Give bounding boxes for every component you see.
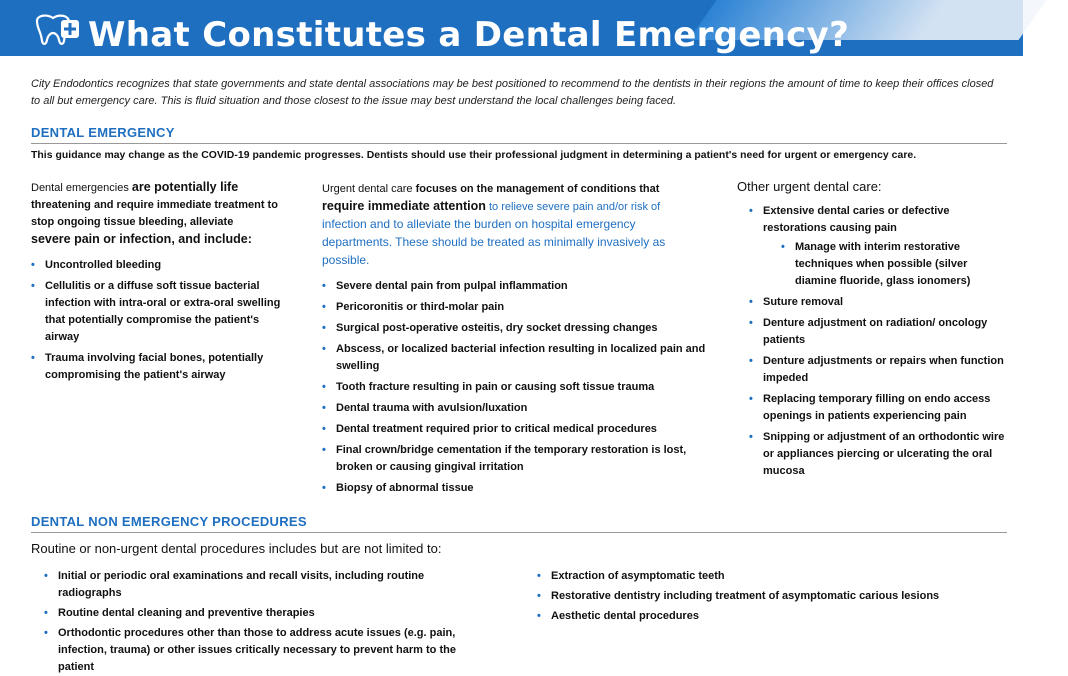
list-item: • Tooth fracture resulting in pain or causing soft tissue trauma — [322, 379, 707, 396]
list-item: • Replacing temporary filling on endo access openings in patients experiencing pain — [749, 391, 1007, 425]
urgent-lead — [322, 181, 707, 270]
list-item-text: Extensive dental caries or defective restorations causing pain — [763, 205, 950, 234]
list-item: • Final crown/bridge cementation if the temporary restoration is lost, broken or causing gingival irritation — [322, 442, 707, 476]
section-divider — [31, 143, 1007, 144]
lead-text: focuses on the management of conditions that — [415, 183, 660, 195]
list-item: • Severe dental pain from pulpal inflammation — [322, 278, 707, 295]
lead-text: Dental emergencies — [31, 182, 132, 194]
list-item: • Surgical post-operative osteitis, dry socket dressing changes — [322, 320, 707, 337]
urgent-care-column — [322, 181, 707, 501]
list-item: • Cellulitis or a diffuse soft tissue bacterial infection with intra-oral or extra-oral swelling that potentially compromise the patient's airway — [31, 278, 281, 346]
emergency-list — [31, 257, 281, 384]
emergency-column — [31, 179, 281, 388]
lead-blue-text: to relieve severe pain and/or risk of — [485, 201, 661, 213]
lead-emphasis: severe pain or infection, and include: — [31, 232, 252, 246]
list-item: • Aesthetic dental procedures — [537, 608, 1007, 625]
intro-paragraph: City Endodontics recognizes that state governments and state dental associations may be best positioned to recommend to the dentists in their regions the amount of time to keep their offices closed to all but emergency care. This is fluid situation and those closest to the issue may best understand the local challenges being faced. — [31, 78, 994, 107]
non-emergency-column-left — [44, 568, 484, 676]
non-emergency-column-right — [537, 568, 1007, 629]
list-item: • Trauma involving facial bones, potentially compromising the patient's airway — [31, 350, 281, 384]
list-item: • Abscess, or localized bacterial infection resulting in localized pain and swelling — [322, 341, 707, 375]
list-item — [749, 203, 1007, 290]
lead-emphasis: are potentially life — [131, 180, 239, 194]
tooth-plus-icon — [33, 13, 85, 47]
other-urgent-list — [749, 203, 1007, 480]
non-emergency-lead: Routine or non-urgent dental procedures includes but are not limited to: — [31, 541, 442, 556]
sub-list-item: • Manage with interim restorative techniques when possible (silver diamine fluoride, glass ionomers) — [781, 239, 1007, 290]
list-item: • Extraction of asymptomatic teeth — [537, 568, 1007, 585]
sub-list — [781, 239, 1007, 290]
header-banner — [0, 0, 1023, 56]
urgent-list — [322, 278, 707, 497]
list-item: • Dental trauma with avulsion/luxation — [322, 400, 707, 417]
lead-text: Urgent dental care — [322, 183, 416, 195]
lead-emphasis: require immediate attention — [322, 199, 486, 213]
other-urgent-lead: Other urgent dental care: — [737, 179, 882, 194]
emergency-lead — [31, 179, 281, 249]
list-item: • Routine dental cleaning and preventive therapies — [44, 605, 484, 622]
section-heading-non-emergency: DENTAL NON EMERGENCY PROCEDURES — [31, 514, 307, 529]
page-title: What Constitutes a Dental Emergency? — [88, 15, 850, 55]
list-item: • Denture adjustment on radiation/ oncology patients — [749, 315, 1007, 349]
non-emergency-list — [537, 568, 1007, 625]
lead-blue-text: infection and to alleviate the burden on hospital emergency departments. These should be treated as minimally invasively as possible. — [322, 217, 666, 267]
list-item: • Suture removal — [749, 294, 1007, 311]
list-item: • Uncontrolled bleeding — [31, 257, 281, 274]
section-divider — [31, 532, 1007, 533]
guidance-text: This guidance may change as the COVID-19 pandemic progresses. Dentists should use their professional judgment in determining a patient's need for urgent or emergency care. — [31, 150, 917, 161]
list-item: • Biopsy of abnormal tissue — [322, 480, 707, 497]
non-emergency-list — [44, 568, 484, 676]
other-urgent-column — [737, 178, 1007, 484]
list-item: • Pericoronitis or third-molar pain — [322, 299, 707, 316]
list-item: • Dental treatment required prior to critical medical procedures — [322, 421, 707, 438]
list-item: • Orthodontic procedures other than those to address acute issues (e.g. pain, infection, trauma) or other issues critically necessary to prevent harm to the patient — [44, 625, 484, 676]
list-item: • Initial or periodic oral examinations and recall visits, including routine radiographs — [44, 568, 484, 602]
lead-text: threatening and require immediate treatment to stop ongoing tissue bleeding, alleviate — [31, 199, 278, 228]
list-item: • Restorative dentistry including treatment of asymptomatic carious lesions — [537, 588, 1007, 605]
list-item: • Snipping or adjustment of an orthodontic wire or appliances piercing or ulcerating the oral mucosa — [749, 429, 1007, 480]
list-item: • Denture adjustments or repairs when function impeded — [749, 353, 1007, 387]
section-heading-emergency: DENTAL EMERGENCY — [31, 125, 175, 140]
